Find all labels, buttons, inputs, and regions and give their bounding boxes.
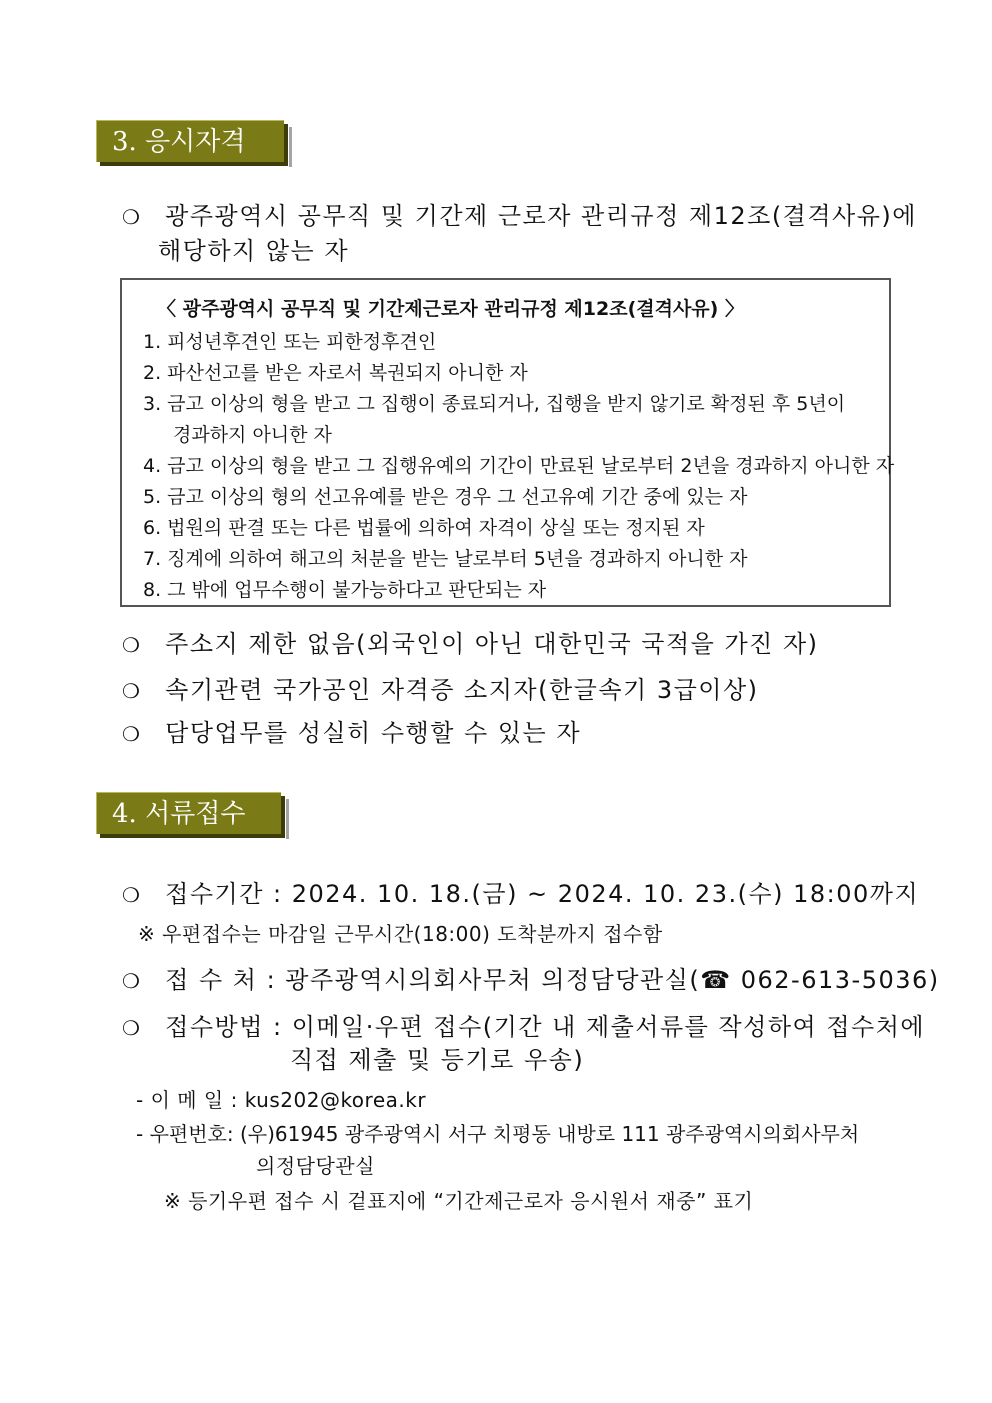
bullet-item (122, 874, 919, 909)
bullet-icon: ❍ (122, 633, 142, 657)
email-line: - 이 메 일 : kus202@korea.kr (136, 1088, 427, 1112)
box-item: 경과하지 아니한 자 (173, 424, 332, 446)
disqualification-box (120, 278, 895, 607)
bullet-icon: ❍ (122, 722, 142, 746)
bullet-icon: ❍ (122, 679, 142, 703)
bullet-text: 주소지 제한 없음(외국인이 아닌 대한민국 국적을 가진 자) (165, 630, 819, 658)
bullet-text: 접 수 처 : 광주광역시의회사무처 의정담당관실(☎ 062-613-5036) (165, 966, 940, 994)
postal-line-continuation: 의정담당관실 (256, 1154, 375, 1178)
bullet-item (122, 624, 819, 659)
bullet-item (122, 713, 581, 748)
bullet-item (122, 196, 917, 231)
bullet-item (122, 670, 759, 705)
box-title: 〈 광주광역시 공무직 및 기간제근로자 관리규정 제12조(결격사유) 〉 (157, 298, 744, 320)
box-item: 4. 금고 이상의 형을 받고 그 집행유예의 기간이 만료된 날로부터 2년을 경과하지 아니한 자 (143, 455, 895, 477)
box-item: 2. 파산선고를 받은 자로서 복권되지 아니한 자 (143, 362, 528, 384)
bullet-text: 담당업무를 성실히 수행할 수 있는 자 (165, 719, 582, 747)
box-item: 1. 피성년후견인 또는 피한정후견인 (143, 331, 437, 353)
bullet-item (122, 960, 940, 995)
bullet-icon: ❍ (122, 205, 142, 229)
box-item: 5. 금고 이상의 형의 선고유예를 받은 경우 그 선고유예 기간 중에 있는 자 (143, 486, 748, 508)
section-3-heading-text: 3. 응시자격 (112, 127, 246, 157)
bullet-text: 접수방법 : 이메일·우편 접수(기간 내 제출서류를 작성하여 접수처에 (165, 1013, 926, 1041)
bullet-icon: ❍ (122, 1016, 142, 1040)
bullet-continuation: 해당하지 않는 자 (158, 237, 350, 265)
bullet-icon: ❍ (122, 883, 142, 907)
bullet-continuation: 직접 제출 및 등기로 우송) (290, 1046, 585, 1074)
box-item: 8. 그 밖에 업무수행이 불가능하다고 판단되는 자 (143, 579, 547, 601)
section-4-heading-text: 4. 서류접수 (112, 799, 246, 829)
bullet-text: 광주광역시 공무직 및 기간제 근로자 관리규정 제12조(결격사유)에 (165, 202, 917, 230)
bullet-icon: ❍ (122, 969, 142, 993)
bullet-item (122, 1007, 925, 1042)
box-item: 7. 징계에 의하여 해고의 처분을 받는 날로부터 5년을 경과하지 아니한 자 (143, 548, 748, 570)
box-item: 3. 금고 이상의 형을 받고 그 집행이 종료되거나, 집행을 받지 않기로 확정된 후 5년이 (143, 393, 846, 415)
note: ※ 등기우편 접수 시 겉표지에 “기간제근로자 응시원서 재중” 표기 (164, 1189, 754, 1213)
box-item: 6. 법원의 판결 또는 다른 법률에 의하여 자격이 상실 또는 정지된 자 (143, 517, 705, 539)
section-4-heading (96, 792, 281, 834)
bullet-text: 접수기간 : 2024. 10. 18.(금) ~ 2024. 10. 23.(수) 18:00까지 (165, 880, 920, 908)
postal-line: - 우편번호: (우)61945 광주광역시 서구 치평동 내방로 111 광주광역시의회사무처 (136, 1122, 860, 1146)
bullet-text: 속기관련 국가공인 자격증 소지자(한글속기 3급이상) (165, 676, 759, 704)
note: ※ 우편접수는 마감일 근무시간(18:00) 도착분까지 접수함 (138, 922, 663, 946)
section-3-heading (96, 120, 284, 162)
